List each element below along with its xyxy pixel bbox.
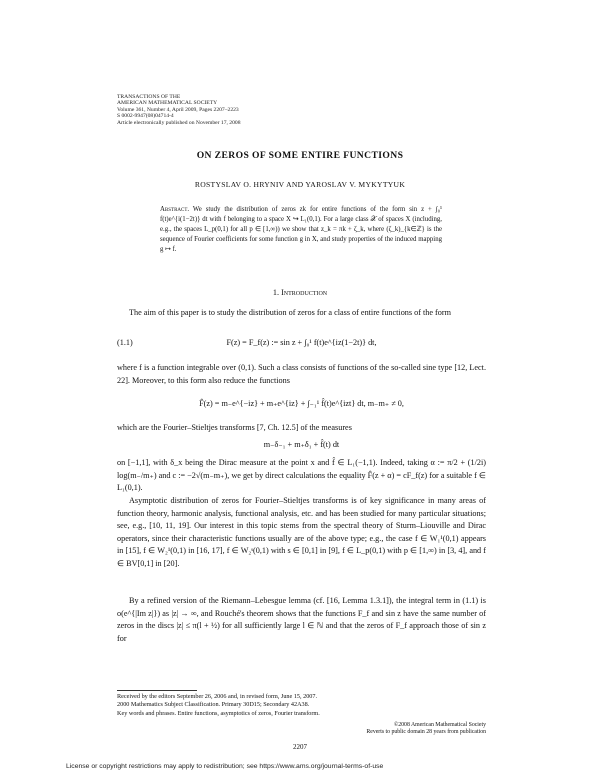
- copyright-notice: [117, 722, 486, 736]
- intro-paragraph-5: [117, 495, 486, 570]
- equation-expression: F(z) = F_f(z) := sin z + ∫₀¹ f(t)e^{iz(1−2t)} dt,: [226, 338, 377, 347]
- equation-1-1: [117, 338, 486, 352]
- paper-authors: ROSTYSLAV O. HRYNIV AND YAROSLAV V. MYKYTYUK: [194, 180, 406, 189]
- abstract-label: Abstract.: [160, 206, 190, 213]
- equation-2: [117, 398, 486, 412]
- footnote-rule: [117, 690, 197, 691]
- intro-paragraph-4: [117, 457, 486, 495]
- paragraph-text: By a refined version of the Riemann–Lebesgue lemma (cf. [16, Lemma 1.3.1]), the integral term in (1.1) is o(e^{|Im z|}) as |z| → ∞, and Rouché's theorem shows that the functions F_f and sin z have the same number of zeros in the discs |z| ≤ π(l + ½) for all sufficiently large l ∈ ℕ and that the zeros of F_f approach those of sin z for: [117, 596, 486, 643]
- section-heading: [0, 288, 600, 297]
- equation-expression: F̂(z) = m₋e^{−iz} + m₊e^{iz} + ∫₋₁¹ f̂(t)e^{izt} dt, m₋m₊ ≠ 0,: [199, 399, 404, 408]
- footnote-keywords: Key words and phrases. Entire functions, asymptotics of zeros, Fourier transform.: [117, 709, 320, 717]
- paragraph-text: The aim of this paper is to study the distribution of zeros for a class of entire functions of the form: [129, 308, 451, 317]
- intro-paragraph-3: [117, 422, 486, 435]
- equation-number: (1.1): [117, 338, 133, 347]
- journal-name-line2: AMERICAN MATHEMATICAL SOCIETY: [117, 100, 218, 107]
- paragraph-text: where f is a function integrable over (0,1). Such a class consists of functions of the so-called sine type [12, Lect. 22]. Moreover, to this form also reduce the functions: [117, 363, 486, 385]
- page-number: 2207: [293, 743, 307, 751]
- paragraph-text: Asymptotic distribution of zeros for Fourier–Stieltjes transforms is of key significance in many areas of function theory, harmonic analysis, functional analysis, etc. and has been studied for many particular situations; see, e.g., [10, 11, 19]. Our interest in this topic stems from the spectral theory of Sturm–Liouville and Dirac operators, since their characteristic functions usually are of the above type; e.g., the case f ∈ W₁¹(0,1) appears in [15], f ∈ W₂¹(0,1) in [16, 17], f ∈ W₂ˢ(0,1) with s ∈ [0,1] in [9], f ∈ L_p(0,1) with p ∈ [1,∞) in [3, 4], and f ∈ BV[0,1] in [20].: [117, 496, 486, 568]
- copyright-line2: Reverts to public domain 28 years from publication: [366, 729, 486, 735]
- journal-issn-line: S 0002-9947(08)04714-4: [117, 113, 174, 120]
- intro-paragraph-1: [117, 307, 486, 320]
- paragraph-text: which are the Fourier–Stieltjes transforms [7, Ch. 12.5] of the measures: [117, 423, 352, 432]
- footnote-received: Received by the editors September 26, 2006 and, in revised form, June 15, 2007.: [117, 693, 318, 700]
- paper-title: ON ZEROS OF SOME ENTIRE FUNCTIONS: [196, 150, 404, 161]
- abstract: [160, 205, 442, 255]
- copyright-line1: ©2008 American Mathematical Society: [393, 722, 486, 728]
- equation-expression: m₋δ₋₁ + m₊δ₁ + f̂(t) dt: [263, 440, 340, 449]
- footnotes: [117, 693, 486, 718]
- license-notice-link[interactable]: License or copyright restrictions may apply to redistribution; see https://www.ams.org/journal-terms-of-use: [66, 763, 384, 770]
- section-title: Introduction: [281, 288, 328, 297]
- intro-paragraph-6: [117, 595, 486, 645]
- footnote-msc: 2000 Mathematics Subject Classification. Primary 30D15; Secondary 42A38.: [117, 701, 310, 709]
- journal-published-line: Article electronically published on November 17, 2008: [117, 119, 241, 126]
- equation-3: [117, 439, 486, 453]
- journal-name-line1: TRANSACTIONS OF THE: [117, 94, 181, 100]
- journal-volume-line: Volume 361, Number 4, April 2009, Pages 2207–2223: [117, 106, 239, 113]
- section-number: 1.: [272, 288, 280, 297]
- abstract-text: We study the distribution of zeros zk for entire functions of the form sin z + ∫₀¹ f(t)e^{i(1−2t)} dt with f belonging to a space X ↪ L₁(0,1). For a large class 𝒳 of spaces X (including, e.g., the spaces L_p(0,1) for all p ∈ [1,∞)) we show that z_k = πk + ζ_k, where (ζ_k)_{k∈ℤ} is the sequence of Fourier coefficients for some function g in X, and study properties of the induced mapping g ↦ f.: [160, 206, 443, 253]
- journal-header: [117, 94, 417, 126]
- paragraph-text: on [−1,1], with δ_x being the Dirac measure at the point x and f̂ ∈ L₁(−1,1). Indeed, taking α := π/2 + (1/2i) log(m₋/m₊) and c := −2√(m₋m₊), we get by direct calculations the equality F̂(z + α) = cF_f(z) for a suitable f ∈ L₁(0,1).: [117, 458, 486, 492]
- intro-paragraph-2: [117, 362, 486, 387]
